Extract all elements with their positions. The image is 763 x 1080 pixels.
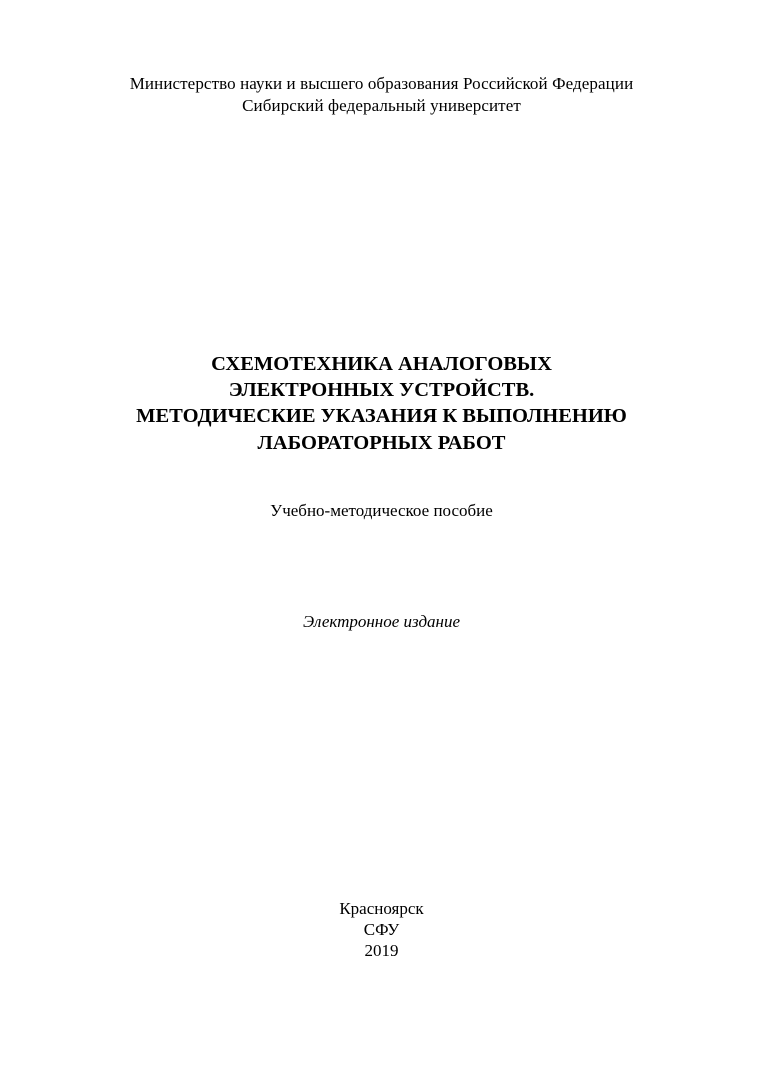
imprint-city: Красноярск: [339, 899, 424, 918]
imprint-year: 2019: [364, 941, 399, 960]
document-type: Учебно-методическое пособие: [270, 501, 493, 520]
edition-note: Электронное издание: [302, 612, 461, 631]
imprint-publisher: СФУ: [363, 920, 400, 939]
document-title-line-4: ЛАБОРАТОРНЫХ РАБОТ: [257, 432, 506, 454]
ministry-name: Министерство науки и высшего образования Российской Федерации: [129, 74, 634, 93]
document-title-line-2: ЭЛЕКТРОННЫХ УСТРОЙСТВ.: [228, 379, 535, 401]
document-title-line-3: МЕТОДИЧЕСКИЕ УКАЗАНИЯ К ВЫПОЛНЕНИЮ: [136, 405, 627, 427]
document-title-line-1: СХЕМОТЕХНИКА АНАЛОГОВЫХ: [211, 353, 552, 375]
university-name: Сибирский федеральный университет: [242, 96, 521, 115]
